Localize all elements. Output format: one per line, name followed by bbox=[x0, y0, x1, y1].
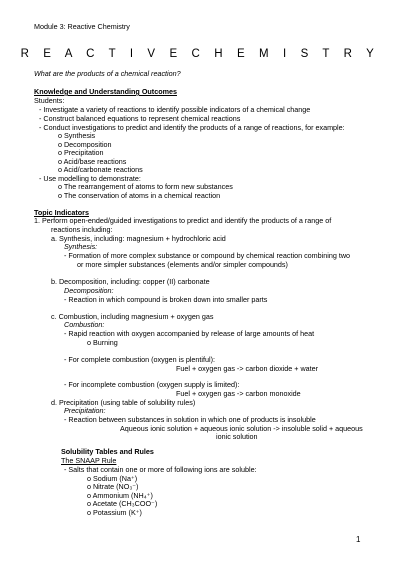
equation: ionic solution bbox=[216, 432, 258, 441]
equation: Aqueous ionic solution + aqueous ionic solution -> insoluble solid + aqueous bbox=[120, 424, 363, 433]
ku-item: - Use modelling to demonstrate: bbox=[39, 174, 141, 183]
equation: Fuel + oxygen gas -> carbon monoxide bbox=[176, 389, 301, 398]
page-number: 1 bbox=[356, 535, 361, 544]
solubility-ion: o Ammonium (NH₄⁺) bbox=[87, 491, 153, 500]
running-head: Module 3: Reactive Chemistry bbox=[34, 22, 130, 31]
topic-line: - Reaction in which compound is broken down into smaller parts bbox=[64, 295, 268, 304]
solubility-ion: o Sodium (Na⁺) bbox=[87, 474, 138, 483]
equation: Fuel + oxygen gas -> carbon dioxide + water bbox=[176, 364, 319, 373]
topic-line: or more simpler substances (elements and/or simpler compounds) bbox=[77, 260, 288, 269]
ku-subitem: o Decomposition bbox=[58, 140, 112, 149]
solubility-heading: Solubility Tables and Rules bbox=[61, 447, 154, 456]
ku-subitem: o Acid/carbonate reactions bbox=[58, 165, 143, 174]
topic-line: - Formation of more complex substance or compound by chemical reaction combining two bbox=[64, 251, 351, 260]
solubility-ion: o Potassium (K⁺) bbox=[87, 508, 142, 517]
topic-line: c. Combustion, including magnesium + oxygen gas bbox=[51, 312, 214, 321]
topic-line: a. Synthesis, including: magnesium + hydrochloric acid bbox=[51, 234, 226, 243]
topic-line: reactions including: bbox=[51, 225, 113, 234]
topic-line: 1. Perform open-ended/guided investigations to predict and identify the products of a range of bbox=[34, 216, 332, 225]
topic-subitem: o Burning bbox=[87, 338, 118, 347]
solubility-ion: o Acetate (CH₃COO⁻) bbox=[87, 499, 158, 508]
snaap-subheading: The SNAAP Rule bbox=[61, 456, 117, 465]
ku-item: - Construct balanced equations to represent chemical reactions bbox=[39, 114, 241, 123]
topic-line: - Rapid reaction with oxygen accompanied by release of large amounts of heat bbox=[64, 329, 315, 338]
ku-item: - Investigate a variety of reactions to identify possible indicators of a chemical change bbox=[39, 105, 311, 114]
topic-term: Precipitation: bbox=[64, 406, 106, 415]
ku-subitem: o Acid/base reactions bbox=[58, 157, 127, 166]
ku-subitem: o Synthesis bbox=[58, 131, 96, 140]
topic-line: - For complete combustion (oxygen is plentiful): bbox=[64, 355, 216, 364]
topic-term: Synthesis: bbox=[64, 242, 98, 251]
ku-item: - Conduct investigations to predict and identify the products of a range of reactions, for example: bbox=[39, 123, 345, 132]
solubility-ion: o Nitrate (NO₃⁻) bbox=[87, 482, 139, 491]
topic-line: - Reaction between substances in solution in which one of products is insoluble bbox=[64, 415, 316, 424]
topic-term: Decomposition: bbox=[64, 286, 114, 295]
ku-students: Students: bbox=[34, 96, 65, 105]
solubility-line: - Salts that contain one or more of following ions are soluble: bbox=[64, 465, 257, 474]
topic-line: d. Precipitation (using table of solubility rules) bbox=[51, 398, 196, 407]
topic-term: Combustion: bbox=[64, 320, 105, 329]
topic-line: b. Decomposition, including: copper (II) carbonate bbox=[51, 277, 210, 286]
ku-subitem: o Precipitation bbox=[58, 148, 104, 157]
ku-subitem: o The conservation of atoms in a chemical reaction bbox=[58, 191, 221, 200]
topic-heading: Topic Indicators bbox=[34, 208, 89, 217]
ku-heading: Knowledge and Understanding Outcomes bbox=[34, 87, 177, 96]
guiding-question: What are the products of a chemical reaction? bbox=[34, 69, 181, 78]
ku-subitem: o The rearrangement of atoms to form new substances bbox=[58, 182, 233, 191]
page-title: R E A C T I V E C H E M I S T R Y bbox=[20, 48, 380, 60]
topic-line: - For incomplete combustion (oxygen supply is limited): bbox=[64, 380, 240, 389]
